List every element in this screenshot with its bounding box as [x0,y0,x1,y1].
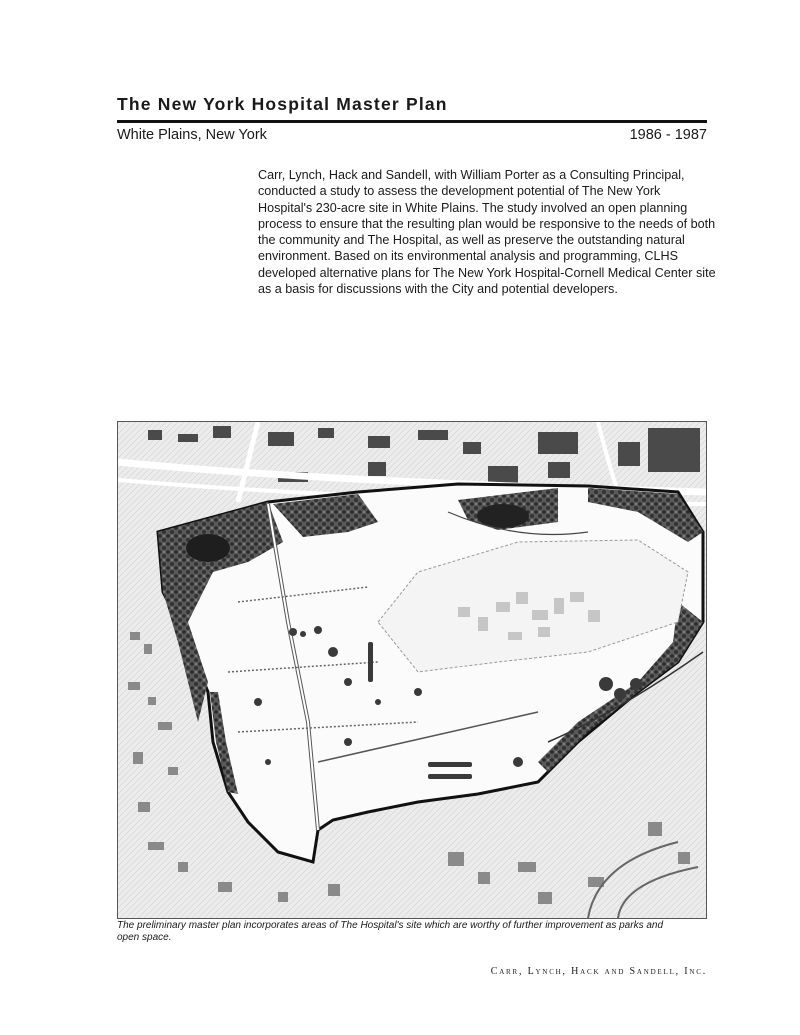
project-description: Carr, Lynch, Hack and Sandell, with William Porter as a Consulting Principal, conducted a study to assess the development potential of The New York Hospital's 230-acre site in White Plains. The study involved an open planning process to ensure that the resulting plan would be responsive to the needs of both the community and The Hospital, as well as preserve the outstanding natural environment. Based on its environmental analysis and programming, CLHS developed alternative plans for The New York Hospital-Cornell Medical Center site as a basis for discussions with the City and potential developers. [258,168,716,297]
figure-caption: The preliminary master plan incorporates areas of The Hospital's site which are worthy of further improvement as parks and open space. [117,920,664,943]
master-plan-drawing [118,422,706,918]
project-years: 1986 - 1987 [629,127,707,143]
master-plan-figure [117,421,707,919]
title-rule [117,120,707,123]
location-subtitle: White Plains, New York [117,127,267,143]
page-title: The New York Hospital Master Plan [117,94,448,114]
firm-footer: Carr, Lynch, Hack and Sandell, Inc. [490,966,707,977]
